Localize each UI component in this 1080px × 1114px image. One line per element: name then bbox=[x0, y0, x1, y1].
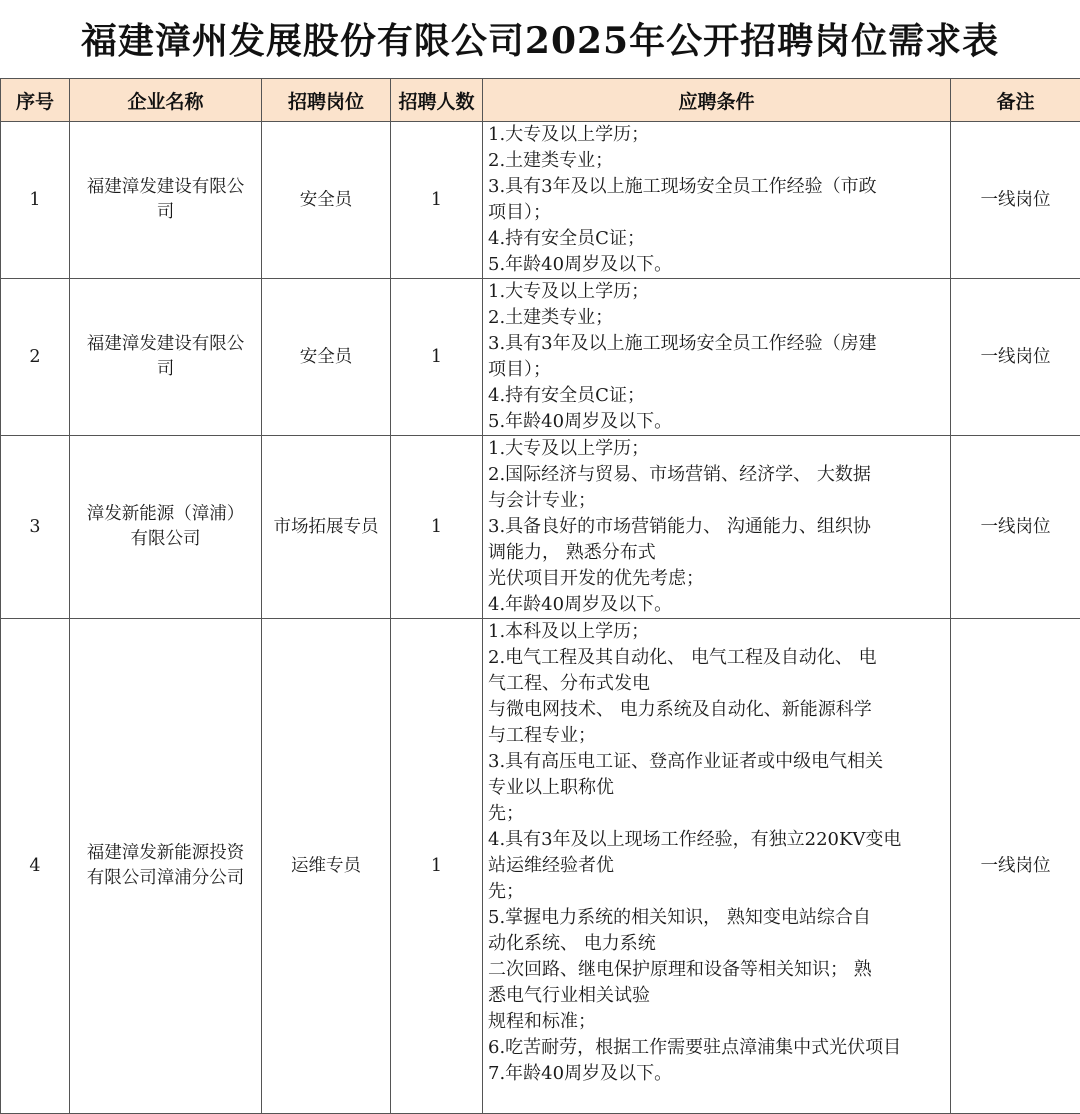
row-remark: 一线岗位 bbox=[951, 436, 1080, 619]
header-position: 招聘岗位 bbox=[262, 79, 391, 122]
company-name: 福建漳发建设有限公司 bbox=[76, 175, 256, 225]
row-count: 1 bbox=[391, 436, 483, 619]
requirement-line: 二次回路、继电保护原理和设备等相关知识； 熟 bbox=[488, 957, 946, 983]
requirement-line: 1.大专及以上学历； bbox=[488, 122, 946, 148]
row-company bbox=[70, 619, 262, 1114]
table-row bbox=[1, 122, 1080, 279]
requirement-line: 与微电网技术、 电力系统及自动化、新能源科学 bbox=[488, 697, 946, 723]
row-index: 2 bbox=[1, 279, 70, 436]
requirement-line: 与工程专业； bbox=[488, 723, 946, 749]
table-row bbox=[1, 619, 1080, 1114]
table-row bbox=[1, 436, 1080, 619]
row-requirements bbox=[483, 619, 951, 1114]
requirement-line: 1.本科及以上学历； bbox=[488, 619, 946, 645]
requirement-line: 4.持有安全员C证； bbox=[488, 226, 946, 252]
requirement-line: 4.持有安全员C证； bbox=[488, 383, 946, 409]
row-remark: 一线岗位 bbox=[951, 279, 1080, 436]
requirement-line: 专业以上职称优 bbox=[488, 775, 946, 801]
row-position: 安全员 bbox=[262, 279, 391, 436]
requirement-line: 4.具有3年及以上现场工作经验，有独立220KV变电 bbox=[488, 827, 946, 853]
requirement-line: 先； bbox=[488, 879, 946, 905]
row-count: 1 bbox=[391, 279, 483, 436]
recruitment-table bbox=[0, 78, 1080, 1114]
row-company bbox=[70, 436, 262, 619]
requirement-line: 气工程、分布式发电 bbox=[488, 671, 946, 697]
requirement-line: 6.吃苦耐劳，根据工作需要驻点漳浦集中式光伏项目 bbox=[488, 1035, 946, 1061]
row-position: 运维专员 bbox=[262, 619, 391, 1114]
row-position: 安全员 bbox=[262, 122, 391, 279]
requirement-line: 2.电气工程及其自动化、 电气工程及自动化、 电 bbox=[488, 645, 946, 671]
company-name: 福建漳发建设有限公司 bbox=[76, 332, 256, 382]
header-index: 序号 bbox=[1, 79, 70, 122]
requirement-line: 光伏项目开发的优先考虑； bbox=[488, 566, 946, 592]
requirement-line: 悉电气行业相关试验 bbox=[488, 983, 946, 1009]
row-requirements bbox=[483, 279, 951, 436]
requirement-line: 3.具有高压电工证、登高作业证者或中级电气相关 bbox=[488, 749, 946, 775]
requirement-line: 3.具备良好的市场营销能力、 沟通能力、组织协 bbox=[488, 514, 946, 540]
requirement-line: 2.土建类专业； bbox=[488, 305, 946, 331]
header-requirements: 应聘条件 bbox=[483, 79, 951, 122]
row-requirements bbox=[483, 122, 951, 279]
header-remark: 备注 bbox=[951, 79, 1080, 122]
row-requirements bbox=[483, 436, 951, 619]
row-index: 1 bbox=[1, 122, 70, 279]
requirement-line: 站运维经验者优 bbox=[488, 853, 946, 879]
company-name: 福建漳发新能源投资有限公司漳浦分公司 bbox=[76, 841, 256, 891]
table-row bbox=[1, 279, 1080, 436]
row-count: 1 bbox=[391, 619, 483, 1114]
requirement-line: 5.掌握电力系统的相关知识， 熟知变电站综合自 bbox=[488, 905, 946, 931]
requirement-line: 2.国际经济与贸易、市场营销、经济学、 大数据 bbox=[488, 462, 946, 488]
requirement-line: 规程和标准； bbox=[488, 1009, 946, 1035]
row-remark: 一线岗位 bbox=[951, 122, 1080, 279]
header-company: 企业名称 bbox=[70, 79, 262, 122]
requirement-line: 4.年龄40周岁及以下。 bbox=[488, 592, 946, 618]
row-count: 1 bbox=[391, 122, 483, 279]
requirement-line: 7.年龄40周岁及以下。 bbox=[488, 1061, 946, 1087]
requirement-line: 3.具有3年及以上施工现场安全员工作经验（房建 bbox=[488, 331, 946, 357]
requirement-line: 调能力， 熟悉分布式 bbox=[488, 540, 946, 566]
requirement-line: 项目）； bbox=[488, 357, 946, 383]
requirement-line: 5.年龄40周岁及以下。 bbox=[488, 252, 946, 278]
row-company bbox=[70, 122, 262, 279]
row-index: 4 bbox=[1, 619, 70, 1114]
requirement-line: 先； bbox=[488, 801, 946, 827]
row-position bbox=[262, 436, 391, 619]
row-index: 3 bbox=[1, 436, 70, 619]
requirement-line: 1.大专及以上学历； bbox=[488, 279, 946, 305]
requirement-line: 项目）； bbox=[488, 200, 946, 226]
requirement-line: 5.年龄40周岁及以下。 bbox=[488, 409, 946, 435]
position-name: 市场拓展专员 bbox=[264, 515, 388, 540]
requirement-line: 1.大专及以上学历； bbox=[488, 436, 946, 462]
table-header-row bbox=[1, 79, 1080, 122]
header-count: 招聘人数 bbox=[391, 79, 483, 122]
company-name: 漳发新能源（漳浦）有限公司 bbox=[76, 502, 256, 552]
requirement-line: 2.土建类专业； bbox=[488, 148, 946, 174]
row-remark: 一线岗位 bbox=[951, 619, 1080, 1114]
requirement-line: 与会计专业； bbox=[488, 488, 946, 514]
row-company bbox=[70, 279, 262, 436]
page-title: 福建漳州发展股份有限公司2025年公开招聘岗位需求表 bbox=[0, 0, 1080, 78]
requirement-line: 动化系统、 电力系统 bbox=[488, 931, 946, 957]
requirement-line: 3.具有3年及以上施工现场安全员工作经验（市政 bbox=[488, 174, 946, 200]
